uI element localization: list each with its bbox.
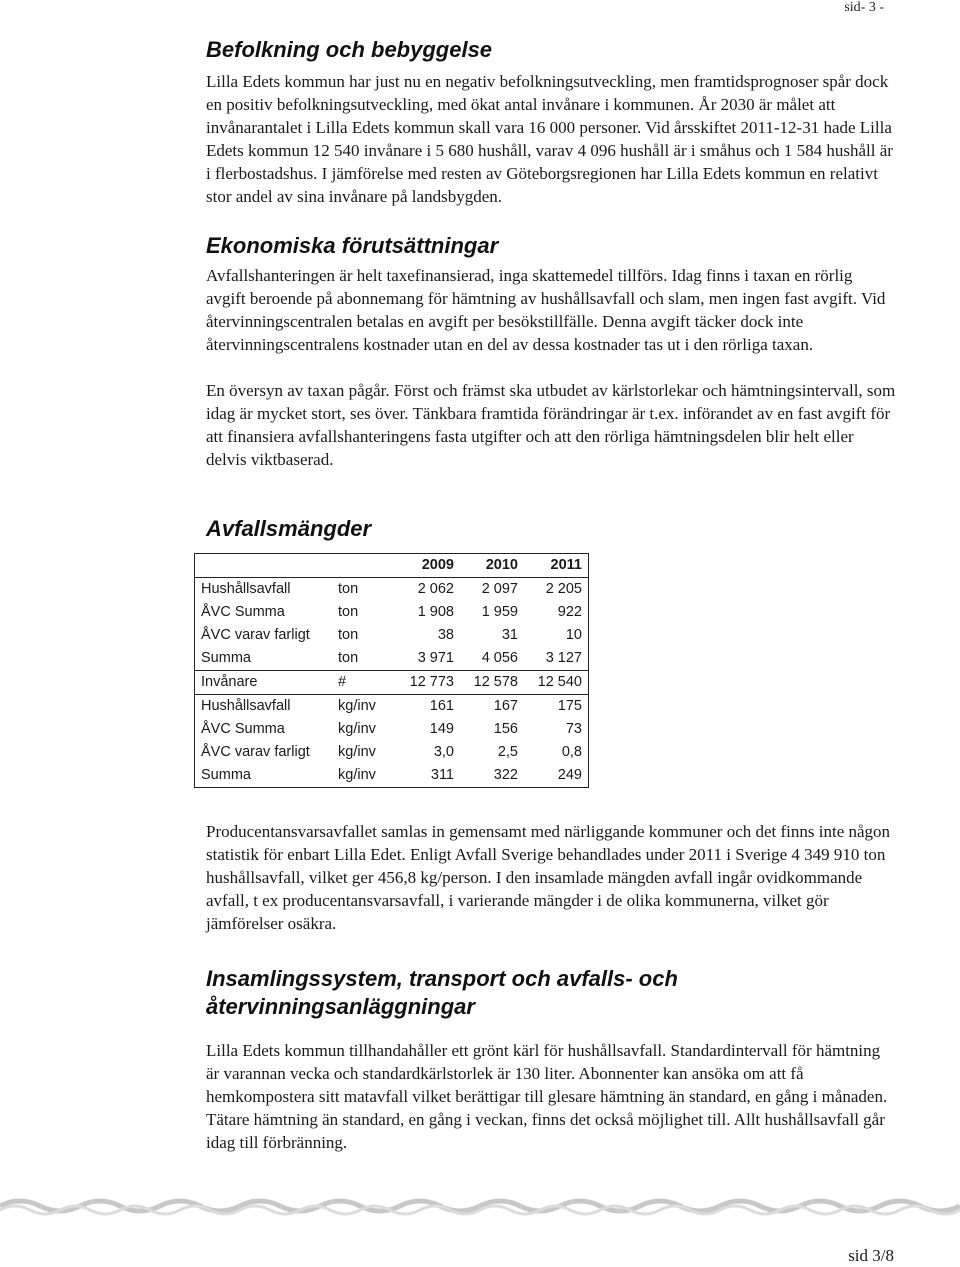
table-cell-value: 12 773	[396, 671, 460, 695]
table-header-cell	[195, 554, 333, 578]
table-cell-unit: ton	[338, 627, 359, 643]
table-cell-value: 12 540	[524, 671, 589, 695]
table-cell-value: 156	[493, 721, 518, 737]
table-header-year: 2009	[396, 554, 460, 578]
table-cell-category: Invånare	[195, 671, 333, 695]
table-cell-unit: ton	[338, 581, 359, 597]
footer-wave-decoration	[0, 1192, 960, 1220]
table-row	[195, 695, 589, 719]
table-row	[195, 741, 589, 764]
paragraph-avfall: Producentansvarsavfallet samlas in gemensamt med närliggande kommuner och det finns inte någon statistik för enbart Lilla Edet. Enligt Avfall Sverige behandlades under 2011 i Sverige 4 349 910 ton hushållsavfall, vilket ger 456,8 kg/person. I den insamlade mängden avfall ingår ovidkommande avfall, t ex producentansvarsavfall, i varierande mängder i de olika kommunerna, vilket gör jämförelser osäkra.	[206, 822, 891, 933]
table-cell-value: 0,8	[561, 744, 582, 760]
table-cell-unit: kg/inv	[338, 744, 376, 760]
table-cell-category: ÅVC Summa	[201, 721, 285, 737]
table-cell-value: 2 097	[481, 581, 518, 597]
paragraph-befolkning: Lilla Edets kommun har just nu en negativ befolkningsutveckling, men framtidsprognoser spår dock en positiv befolkningsutveckling, med ökat antal invånare i kommunen. År 2030 är målet att invånarantalet i Lilla Edets kommun skall vara 16 000 personer. Vid årsskiftet 2011-12-31 hade Lilla Edets kommun 12 540 invånare i 5 680 hushåll, varav 4 096 hushåll är i småhus och 1 584 hushåll är i flerbostadshus. I jämförelse med resten av Göteborgsregionen har Lilla Edets kommun en relativt stor andel av sina invånare på landsbygden.	[206, 72, 893, 206]
table-cell-value: 311	[430, 767, 454, 783]
document-body	[201, 32, 896, 1154]
table-cell-category: ÅVC Summa	[201, 604, 285, 620]
table-cell-value: 161	[396, 695, 460, 719]
table-body	[195, 578, 589, 788]
table-cell-unit: #	[332, 671, 396, 695]
table-row	[195, 764, 589, 788]
table-cell-category: Hushållsavfall	[201, 581, 291, 597]
paragraph-ekonomi-1: Avfallshanteringen är helt taxefinansierad, inga skattemedel tillförs. Idag finns i taxan en rörlig avgift beroende på abonnemang för hämtning av hushållsavfall och slam, men ingen fast avgift. Vid återvinningscentralen betalas en avgift per besökstillfälle. Denna avgift täcker dock inte återvinningscentralens kostnader utan en del av dessa kostnader tas ut i den rörliga taxan.	[206, 266, 886, 354]
table-cell-value: 2,5	[497, 744, 518, 760]
table-cell-unit: kg/inv	[338, 767, 376, 783]
table-row	[195, 601, 589, 624]
table-cell-value: 1 908	[417, 604, 454, 620]
table-cell-value: 12 578	[460, 671, 524, 695]
table-cell-value: 3 127	[545, 650, 582, 666]
waste-amounts-table	[194, 553, 589, 788]
table-cell-value: 10	[565, 627, 582, 643]
heading-befolkning: Befolkning och bebyggelse	[206, 37, 493, 62]
table-header-cell	[332, 554, 396, 578]
table-header-year: 2010	[460, 554, 524, 578]
paragraph-ekonomi-2: En översyn av taxan pågår. Först och främst ska utbudet av kärlstorlekar och hämtningsintervall, som idag är mycket stort, ses över. Tänkbara framtida förändringar är t.ex. införandet av en fast avgift för att finansiera avfallshanteringens fasta utgifter och att den rörliga hämtningsdelen blir helt eller delvis viktbaserad.	[206, 381, 896, 469]
table-cell-category: Summa	[201, 650, 251, 666]
table-cell-category: ÅVC varav farligt	[201, 627, 310, 643]
table-row	[195, 647, 589, 671]
page-header-label: sid- 3 -	[844, 0, 884, 15]
table-cell-value: 249	[557, 767, 582, 783]
table-row	[195, 578, 589, 602]
table-cell-value: 175	[524, 695, 589, 719]
heading-insamlingssystem-line1: Insamlingssystem, transport och avfalls- och	[206, 966, 678, 991]
page-number: sid 3/8	[848, 1246, 894, 1265]
table-cell-value: 3,0	[433, 744, 454, 760]
table-header-year: 2011	[524, 554, 589, 578]
table-cell-value: 149	[429, 721, 454, 737]
table-cell-value: 3 971	[417, 650, 454, 666]
table-cell-value: 2 205	[545, 581, 582, 597]
table-cell-value: 2 062	[417, 581, 454, 597]
table-row	[195, 671, 589, 695]
table-cell-value: 322	[493, 767, 518, 783]
table-cell-category: ÅVC varav farligt	[201, 744, 310, 760]
paragraph-insamling: Lilla Edets kommun tillhandahåller ett grönt kärl för hushållsavfall. Standardintervall för hämtning är varannan vecka och standardkärlstorlek är 130 liter. Abonnenter kan ansöka om att få hemkompostera sitt matavfall vilket berättigar till glesare hämtning än standard, en gång i månaden. Tätare hämtning än standard, en gång i veckan, finns det också möjlighet till. Allt hushållsavfall går idag till förbränning.	[206, 1041, 888, 1152]
table-cell-unit: ton	[338, 650, 359, 666]
heading-avfallsmangder: Avfallsmängder	[206, 516, 372, 541]
table-cell-category: Summa	[201, 767, 251, 783]
table-header-row	[195, 554, 589, 578]
table-cell-value: 4 056	[481, 650, 518, 666]
table-cell-unit: ton	[338, 604, 359, 620]
table-cell-value: 38	[437, 627, 454, 643]
heading-insamlingssystem-line2: återvinningsanläggningar	[206, 994, 475, 1019]
table-cell-category: Hushållsavfall	[195, 695, 333, 719]
table-cell-value: 31	[501, 627, 518, 643]
table-cell-value: 922	[557, 604, 582, 620]
table-row	[195, 718, 589, 741]
heading-insamlingssystem	[206, 965, 896, 1021]
table-cell-value: 167	[460, 695, 524, 719]
heading-ekonomiska-forutsattningar: Ekonomiska förutsättningar	[206, 233, 499, 258]
table-cell-value: 73	[565, 721, 582, 737]
table-cell-value: 1 959	[481, 604, 518, 620]
table-cell-unit: kg/inv	[332, 695, 396, 719]
table-row	[195, 624, 589, 647]
table-cell-unit: kg/inv	[338, 721, 376, 737]
waste-table-container	[194, 553, 896, 788]
